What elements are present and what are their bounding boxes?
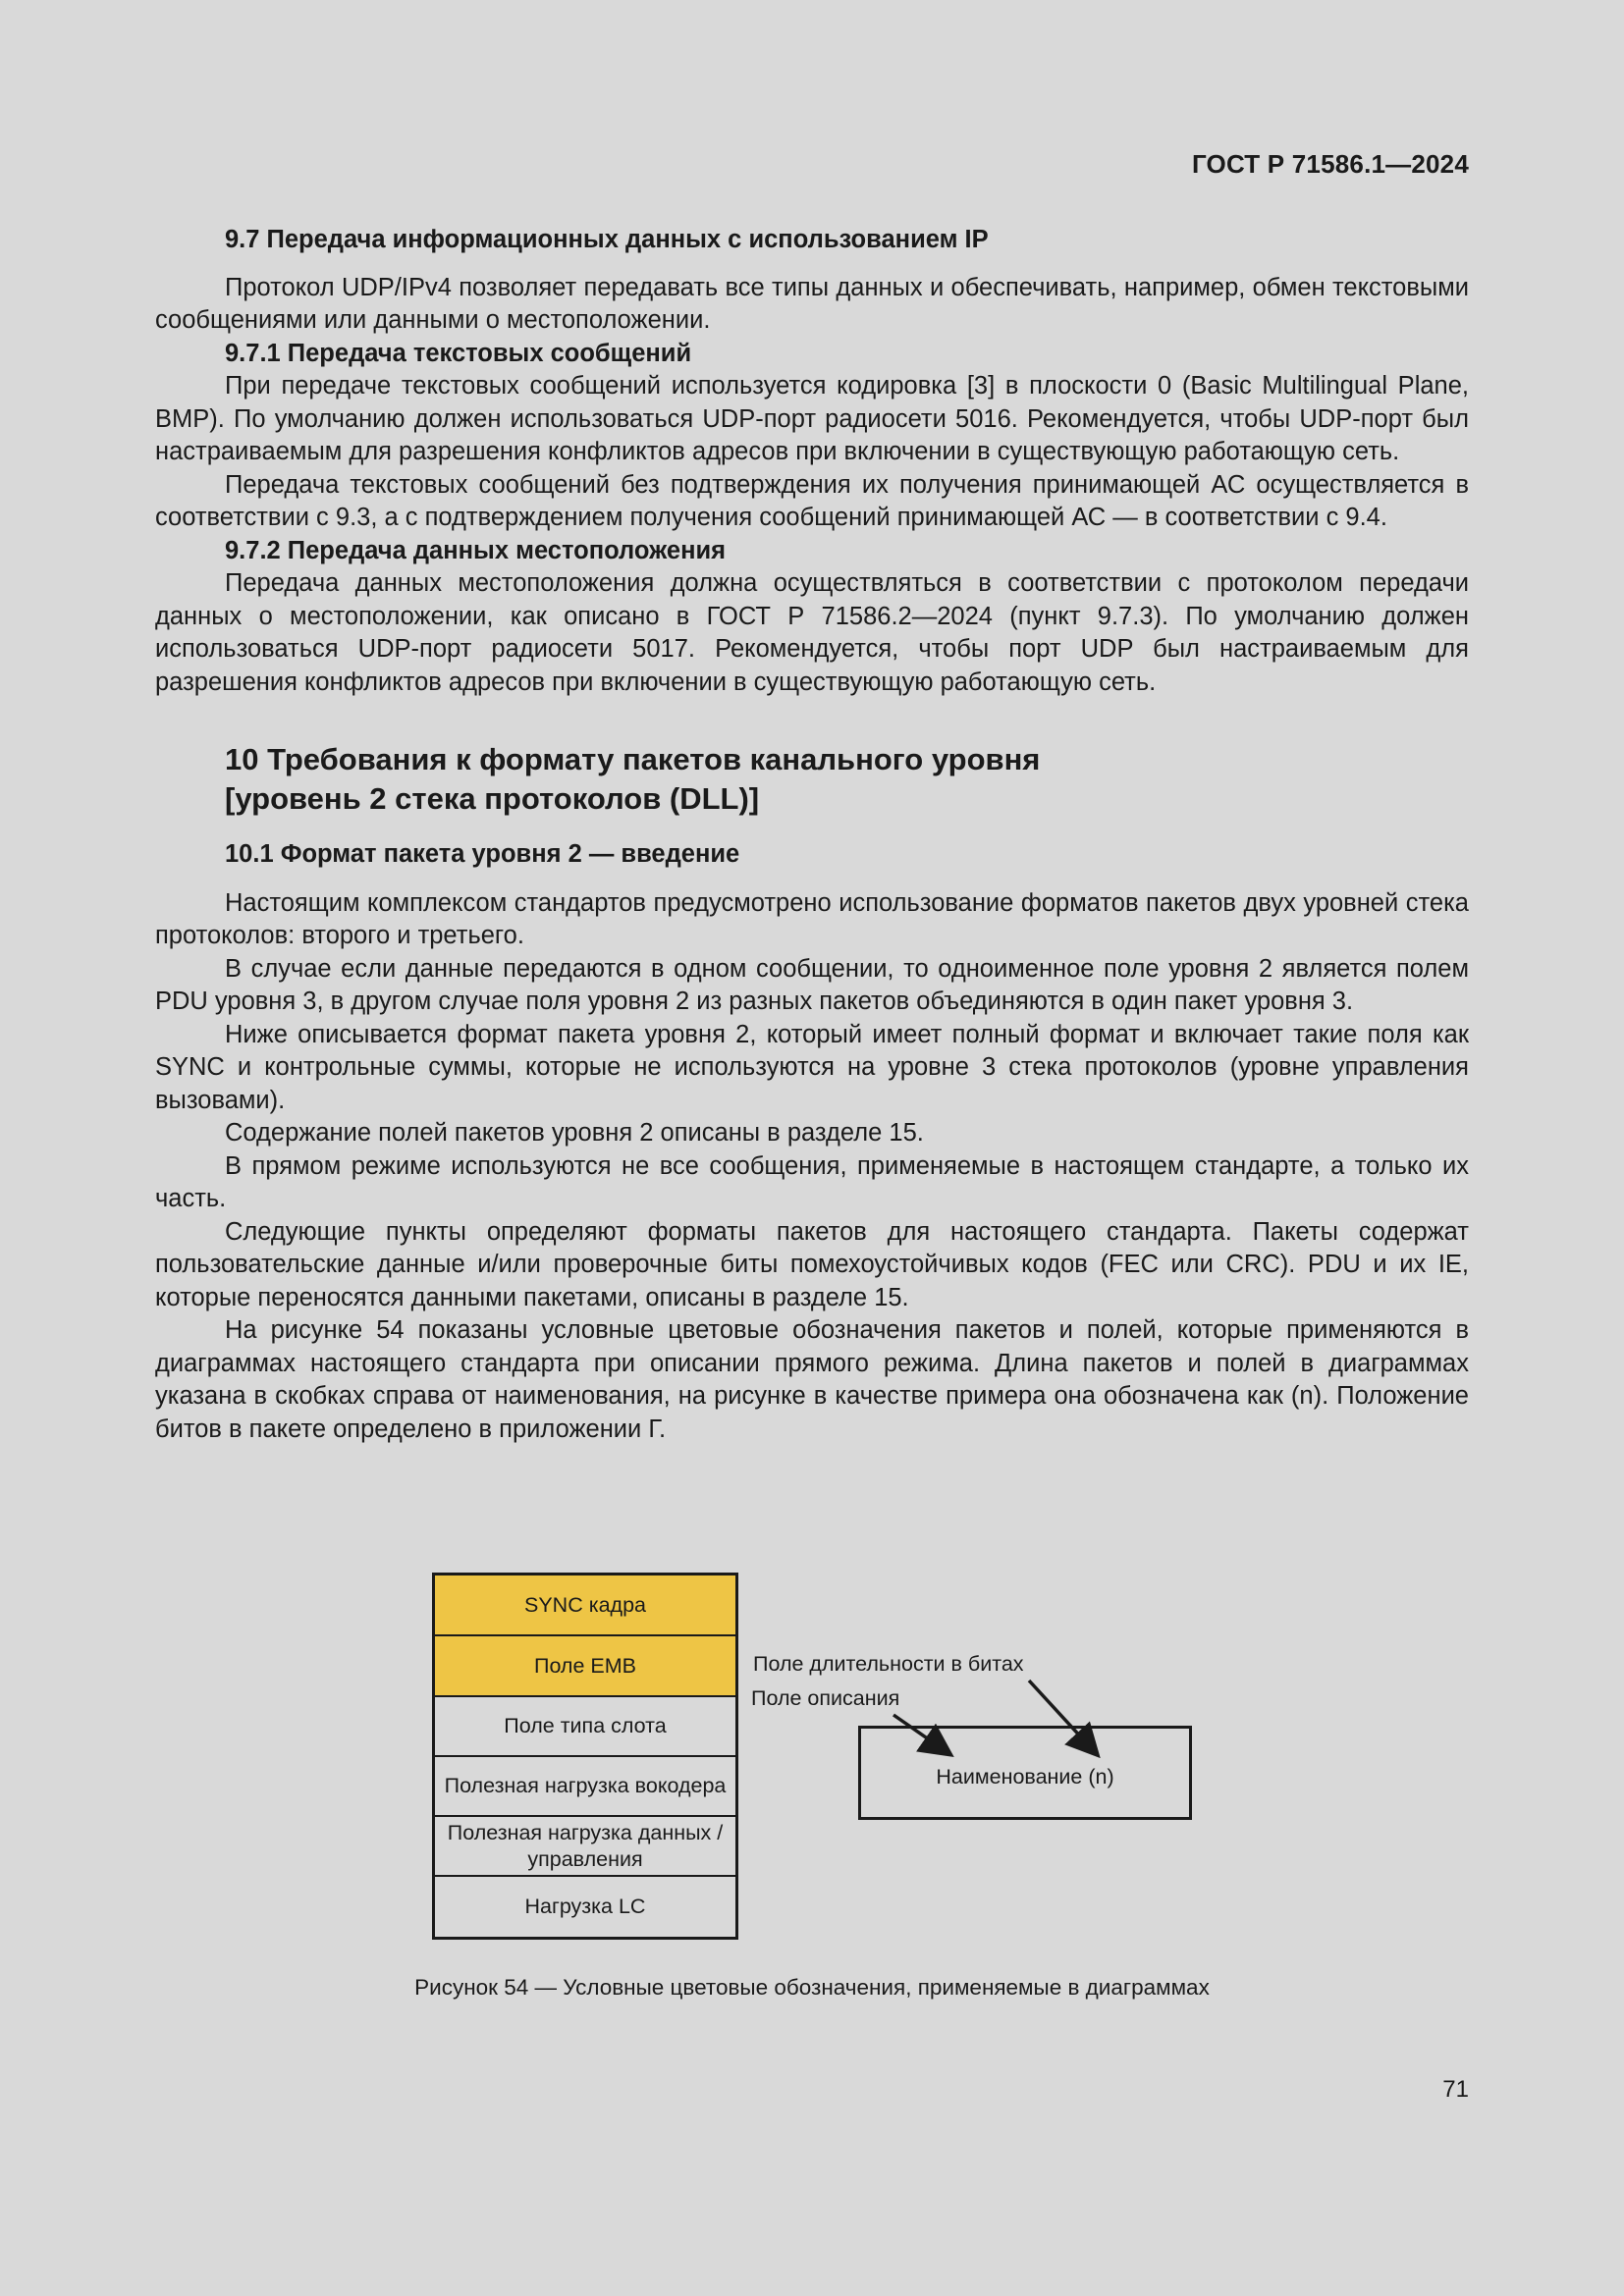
- section-10-1-paragraph: Ниже описывается формат пакета уровня 2, который имеет полный формат и включает такие поля как SYNC и контрольные суммы, которые не используются на уровне 3 стека протоколов (уровне управления вызовами).: [155, 1020, 1469, 1114]
- field-emb: Поле EMB: [435, 1636, 735, 1697]
- packet-field-stack: [432, 1573, 738, 1940]
- page-number: 71: [1442, 2076, 1469, 2103]
- section-9-7-1-title: 9.7.1 Передача текстовых сообщений: [225, 339, 692, 367]
- section-9-7-paragraph: Протокол UDP/IPv4 позволяет передавать все типы данных и обеспечивать, например, обмен текстовыми сообщениями или данными о местоположении.: [155, 273, 1469, 334]
- legend-name-text: Наименование (n): [936, 1764, 1114, 1789]
- section-9-7-2-title: 9.7.2 Передача данных местоположения: [225, 536, 727, 564]
- section-10-title-line-2: [уровень 2 стека протоколов (DLL)]: [225, 781, 760, 816]
- figure-caption: Рисунок 54 — Условные цветовые обозначения, применяемые в диаграммах: [414, 1975, 1210, 2000]
- field-slot-type: Поле типа слота: [435, 1697, 735, 1757]
- section-9-7-1-paragraph-1: При передаче текстовых сообщений используется кодировка [3] в плоскости 0 (Basic Multilingual Plane, BMP). По умолчанию должен использоваться UDP-порт радиосети 5016. Рекомендуется, чтобы UDP-порт был настраиваемым для разрешения конфликтов адресов при включении в существующую работающую сеть.: [155, 372, 1469, 465]
- arrow-to-bit-length: [1029, 1681, 1096, 1753]
- legend-name-box: [858, 1726, 1192, 1820]
- section-10-1-paragraph: На рисунке 54 показаны условные цветовые обозначения пакетов и полей, которые применяются в диаграммах настоящего стандарта при описании прямого режима. Длина пакетов и полей в диаграммах указана в скобках справа от наименования, на рисунке в качестве примера она обозначена как (n). Положение битов в пакете определено в приложении Г.: [155, 1316, 1469, 1443]
- section-10-1-paragraph: Содержание полей пакетов уровня 2 описаны в разделе 15.: [225, 1119, 924, 1147]
- section-9-7-2-paragraph: Передача данных местоположения должна осуществляться в соответствии с протоколом передачи данных о местоположении, как описано в ГОСТ Р 71586.2—2024 (пункт 9.7.3). По умолчанию должен использоваться UDP-порт радиосети 5017. Рекомендуется, чтобы порт UDP был настраиваемым для разрешения конфликтов адресов при включении в существующую работающую сеть.: [155, 569, 1469, 696]
- field-data-control-payload: Полезная нагрузка данных / управления: [435, 1817, 735, 1877]
- label-bit-length-field: Поле длительности в битах: [753, 1652, 1024, 1676]
- section-10-1-paragraph: В случае если данные передаются в одном сообщении, то одноименное поле уровня 2 является полем PDU уровня 3, в другом случае поля уровня 2 из разных пакетов объединяются в один пакет уровня 3.: [155, 954, 1469, 1015]
- section-10-title: [225, 740, 1469, 819]
- section-9-7-title: 9.7 Передача информационных данных с использованием IP: [225, 226, 989, 253]
- field-lc-payload: Нагрузка LC: [435, 1877, 735, 1937]
- section-10-1-paragraph: Следующие пункты определяют форматы пакетов для настоящего стандарта. Пакеты содержат пользовательские данные и/или проверочные биты помехоустойчивых кодов (FEC или CRC). PDU и их IE, которые переносятся данными пакетами, описаны в разделе 15.: [155, 1217, 1469, 1311]
- field-sync: SYNC кадра: [435, 1575, 735, 1636]
- section-10-1-paragraph: В прямом режиме используются не все сообщения, применяемые в настоящем стандарте, а только их часть.: [155, 1151, 1469, 1212]
- section-10-title-line-1: 10 Требования к формату пакетов канального уровня: [225, 742, 1041, 776]
- arrow-to-description: [893, 1715, 948, 1753]
- document-id: ГОСТ Р 71586.1—2024: [1191, 149, 1469, 179]
- section-9-7-1-paragraph-2: Передача текстовых сообщений без подтверждения их получения принимающей АС осуществляется в соответствии с 9.3, а с подтверждением получения сообщений принимающей АС — в соответствии с 9.4.: [155, 470, 1469, 531]
- section-10-1-paragraph: Настоящим комплексом стандартов предусмотрено использование форматов пакетов двух уровней стека протоколов: второго и третьего.: [155, 888, 1469, 949]
- section-10-1-title: 10.1 Формат пакета уровня 2 — введение: [225, 840, 740, 868]
- label-description-field: Поле описания: [751, 1686, 900, 1710]
- page-body: [155, 224, 1469, 1446]
- field-vocoder-payload: Полезная нагрузка вокодера: [435, 1757, 735, 1817]
